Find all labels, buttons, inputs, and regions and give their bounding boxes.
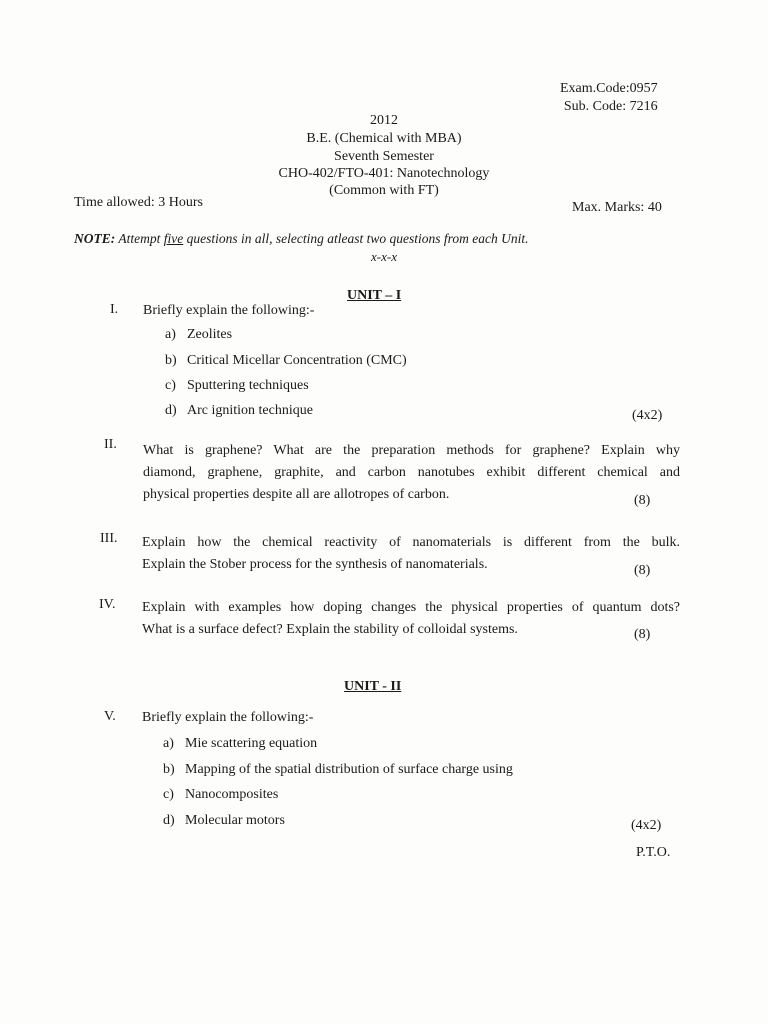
question-4-number: IV.: [99, 597, 116, 612]
common-with: (Common with FT): [329, 183, 439, 198]
unit-2-title: UNIT - II: [344, 679, 402, 694]
course-name: B.E. (Chemical with MBA): [306, 131, 462, 146]
note-post: questions in all, selecting atleast two questions from each Unit.: [183, 231, 529, 246]
question-3-marks: (8): [634, 563, 651, 578]
question-5-marks: (4x2): [631, 818, 662, 833]
question-5-item-b: b) Mapping of the spatial distribution of surface charge using: [163, 762, 513, 777]
note-five: five: [163, 231, 184, 246]
note-label: NOTE:: [74, 231, 116, 246]
question-2-text: What is graphene? What are the preparation methods for graphene? Explain why diamond, graphene, graphite, and carbon nanotubes exhibit different chemical and physical properties despite all are allotropes of carbon.: [143, 443, 680, 502]
sub-code: Sub. Code: 7216: [563, 99, 658, 114]
question-3-number: III.: [100, 531, 118, 546]
time-allowed: Time allowed: 3 Hours: [74, 195, 203, 210]
question-1-item-b: b) Critical Micellar Concentration (CMC): [165, 353, 407, 368]
question-1-item-d: d) Arc ignition technique: [165, 403, 313, 418]
max-marks: Max. Marks: 40: [572, 200, 662, 215]
question-1-text: Briefly explain the following:-: [143, 303, 315, 318]
question-1-item-c: c) Sputtering techniques: [165, 378, 309, 393]
question-1-marks: (4x2): [632, 408, 663, 423]
please-turn-over: P.T.O.: [636, 845, 671, 860]
question-3-text: Explain how the chemical reactivity of nanomaterials is different from the bulk. Explain the Stober process for the synthesis of nanomaterials.: [142, 535, 680, 572]
question-5-number: V.: [104, 709, 116, 724]
exam-year: 2012: [370, 113, 398, 128]
separator: x-x-x: [371, 249, 397, 264]
question-4-text: Explain with examples how doping changes the physical properties of quantum dots? What is a surface defect? Explain the stability of colloidal systems.: [142, 600, 680, 637]
exam-codes: [560, 80, 658, 116]
question-2-marks: (8): [634, 493, 651, 508]
paper-title: CHO-402/FTO-401: Nanotechnology: [278, 166, 490, 181]
unit-1-title: UNIT – I: [347, 288, 402, 303]
question-1-number: I.: [110, 302, 119, 317]
instructions-note: [74, 231, 528, 247]
question-4-marks: (8): [634, 627, 651, 642]
question-1-item-a: a) Zeolites: [165, 327, 233, 342]
semester: Seventh Semester: [334, 149, 434, 164]
question-5-item-a: a) Mie scattering equation: [163, 736, 318, 751]
note-pre: Attempt: [115, 231, 164, 246]
question-2-number: II.: [104, 437, 117, 452]
exam-code: Exam.Code:0957: [560, 81, 658, 96]
question-5-item-d: d) Molecular motors: [163, 813, 285, 828]
question-5-text: Briefly explain the following:-: [142, 710, 314, 725]
question-5-item-c: c) Nanocomposites: [163, 787, 279, 802]
